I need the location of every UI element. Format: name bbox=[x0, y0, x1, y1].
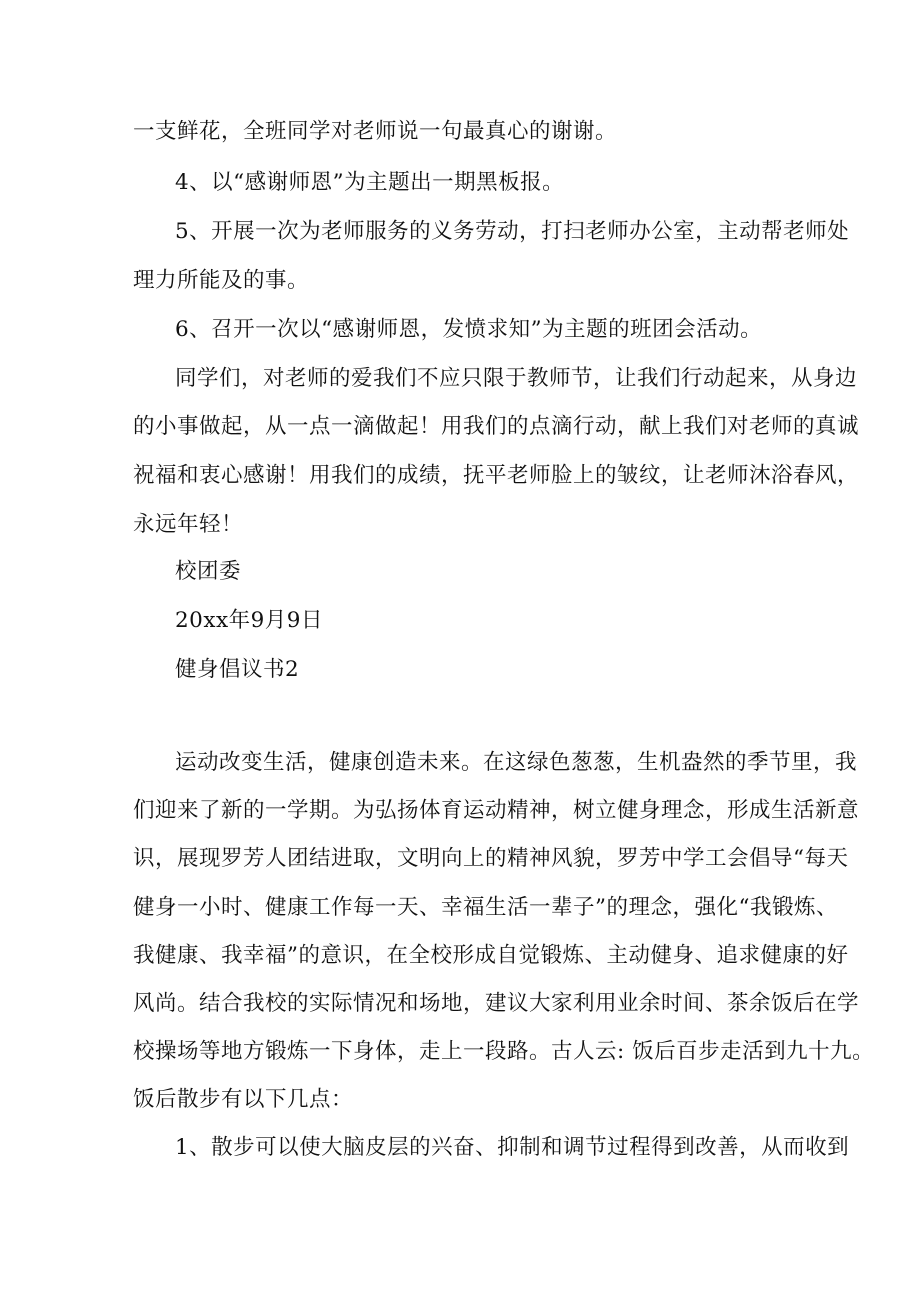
section-title: 健身倡议书2 bbox=[175, 657, 300, 682]
signature-date: 20xx年9月9日 bbox=[175, 608, 323, 633]
paragraph-line: 的小事做起，从一点一滴做起！用我们的点滴行动，献上我们对老师的真诚 bbox=[133, 414, 860, 439]
paragraph-line: 永远年轻！ bbox=[133, 512, 244, 537]
list-item-1: 1、散步可以使大脑皮层的兴奋、抑制和调节过程得到改善，从而收到 bbox=[175, 1135, 850, 1160]
paragraph-line: 同学们，对老师的爱我们不应只限于教师节，让我们行动起来，从身边 bbox=[175, 366, 858, 391]
list-item-6: 6、召开一次以“感谢师恩，发愤求知”为主题的班团会活动。 bbox=[175, 317, 763, 342]
paragraph-line: 我健康、我幸福”的意识，在全校形成自觉锻炼、主动健身、追求健康的好 bbox=[133, 943, 849, 968]
paragraph-line: 健身一小时、健康工作每一天、幸福生活一辈子”的理念，强化“我锻炼、 bbox=[133, 895, 838, 920]
text-line: 理力所能及的事。 bbox=[133, 268, 310, 293]
list-item-5: 5、开展一次为老师服务的义务劳动，打扫老师办公室，主动帮老师处 bbox=[175, 219, 850, 244]
paragraph-line: 运动改变生活，健康创造未来。在这绿色葱葱，生机盎然的季节里，我 bbox=[175, 750, 858, 775]
list-item-4: 4、以“感谢师恩”为主题出一期黑板报。 bbox=[175, 170, 565, 195]
paragraph-line: 风尚。结合我校的实际情况和场地，建议大家利用业余时间、茶余饭后在学 bbox=[133, 991, 860, 1016]
paragraph-line: 们迎来了新的一学期。为弘扬体育运动精神，树立健身理念，形成生活新意 bbox=[133, 798, 860, 823]
paragraph-line: 识，展现罗芳人团结进取，文明向上的精神风貌，罗芳中学工会倡导“每天 bbox=[133, 846, 849, 871]
paragraph-line: 校操场等地方锻炼一下身体，走上一段路。古人云: 饭后百步走活到九十九。 bbox=[133, 1039, 875, 1064]
signature-org: 校团委 bbox=[175, 559, 242, 584]
paragraph-line: 祝福和衷心感谢！用我们的成绩，抚平老师脸上的皱纹，让老师沐浴春风， bbox=[133, 463, 860, 488]
paragraph-line: 饭后散步有以下几点： bbox=[133, 1087, 354, 1112]
text-line: 一支鲜花，全班同学对老师说一句最真心的谢谢。 bbox=[133, 119, 618, 144]
